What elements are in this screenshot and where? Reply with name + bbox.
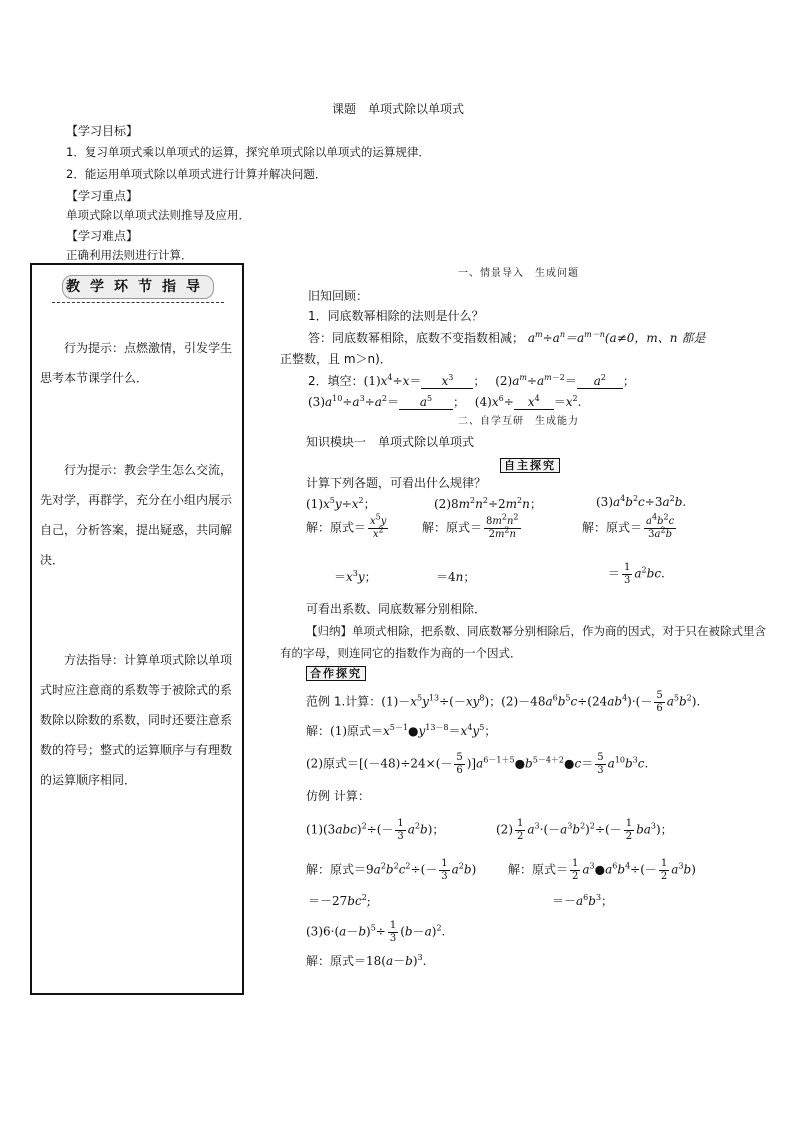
goal-item-2: 2．能运用单项式除以单项式进行计算并解决问题． [66, 167, 327, 181]
review-answer-1-cont: 正整数，且 m＞n)． [280, 352, 392, 366]
practice-2: (2) $\frac{1}{2}$ $a^3\cdot(-a^3b^2)^2\div(-$ $\frac{1}{2}$ $ba^3$)； [496, 818, 673, 842]
calc-prompt: 计算下列各题，可看出什么规律？ [306, 476, 487, 490]
coop-label [306, 662, 366, 681]
practice-result-2: $=-a^6b^3$； [552, 893, 614, 908]
formula-power-rule: $a^m\div a^n=a^{m-n}(a\ne 0$，m、n 都是 [527, 330, 706, 345]
fill-in-row-2: $(3)a^{10}\div a^3\div a^2= a^5$ ； $(4)x^6\div x^4 =x^2$. [308, 394, 582, 409]
practice-solution-3: 解：原式$=18(a-b)^3$. [306, 953, 427, 968]
answer-1-prefix: 答：同底数幂相除，底数不变指数相减； [308, 331, 525, 345]
goal-item-1: 1．复习单项式乘以单项式的运算，探究单项式除以单项式的运算规律． [66, 145, 430, 159]
guide-divider [52, 302, 224, 303]
practice-sol-label-2: 解：原式＝ [508, 862, 569, 877]
goals-heading: 【学习目标】 [66, 124, 139, 138]
review-question-1: 1．同底数幂相除的法则是什么？ [308, 309, 484, 323]
difficulty-text: 正确利用法则进行计算． [66, 248, 193, 262]
blank-3[interactable]: $a^5$ [399, 395, 453, 410]
solution-1: 解：原式＝ $\frac{x^5y}{x^2}$ [306, 512, 387, 540]
guide-tip-1: 行为提示：点燃激情，引发学生思考本节课学什么． [40, 341, 233, 385]
blank-2[interactable]: $a^2$ [577, 374, 623, 389]
practice-3: $(3)6\cdot(a-b)^5\div$ $\frac{1}{3}$ $(b-a)^2$. [306, 920, 446, 944]
result-2: ＝4n； [436, 570, 476, 584]
practice-result-1: $=-27bc^2$; [308, 893, 371, 908]
self-study-box: 自主探究 [500, 458, 560, 473]
example-solution-2: (2)原式＝[(－48)÷24×(－ $\frac{5}{6}$ )]$a^{6-1+5}●b^{5-4+2}●c=$ $\frac{5}{3}$ $a^{10}b^3c$. [306, 752, 649, 776]
section-1-heading: 一、情景导入 生成问题 [458, 268, 579, 279]
problem-2: $(2)8m^2n^2\div 2m^2n$； [434, 496, 542, 511]
self-study-label [500, 454, 560, 473]
sol-label-3: 解：原式＝ [582, 520, 643, 535]
fill-in-row-1: 2．填空：$(1)x^4\div x= x^3$ ； $(2)a^m\div a^{m-2}= a^2$ ； [308, 373, 635, 388]
focus-text: 单项式除以单项式法则推导及应用． [66, 208, 250, 222]
summary-rule: 【归纳】单项式相除，把系数、同底数幂分别相除后，作为商的因式，对于只在被除式里含有的字母，则连同它的指数作为商的一个因式． [280, 624, 766, 660]
example-solution-1: 解：(1)原式$=x^{5-1}●y^{13-8}=x^4y^5$； [306, 723, 497, 738]
solution-3: 解：原式＝ $\frac{a^4b^2c}{3a^2b}$ [582, 512, 675, 540]
solution-2: 解：原式＝ $\frac{8m^2n^2}{2m^2n}$ [422, 512, 519, 540]
teaching-guide-panel [30, 263, 244, 995]
focus-heading: 【学习重点】 [66, 189, 139, 203]
difficulty-heading: 【学习难点】 [66, 229, 139, 243]
guide-tip-3: 方法指导：计算单项式除以单项式时应注意商的系数等于被除式的系数除以除数的系数，同时还要注意系数的符号；整式的运算顺序与有理数的运算顺序相同． [40, 653, 233, 787]
fill-in-label: 2．填空： [308, 374, 364, 388]
blank-3-answer: a [419, 395, 428, 409]
practice-sol-label-3: 解：原式＝ [306, 954, 367, 968]
practice-solution-1: 解：原式$=9a^2b^2c^2\div(-$ $\frac{1}{3}$ $a^2b$) [306, 858, 477, 882]
practice-sol-label-1: 解：原式＝ [306, 862, 367, 877]
sol-label-1: 解：原式＝ [306, 520, 367, 535]
example-label: 范例 1.计算： [306, 694, 382, 709]
guide-title: 教学环节指导 [62, 275, 214, 299]
blank-4[interactable]: $x^4$ [514, 395, 554, 410]
result-1: $=x^3y$； [334, 569, 377, 584]
section-2-heading: 二、自学互研 生成能力 [458, 416, 579, 427]
knowledge-module: 知识模块一 单项式除以单项式 [306, 435, 475, 449]
review-heading: 旧知回顾： [308, 289, 369, 303]
sol-label-2: 解：原式＝ [422, 520, 483, 535]
practice-heading: 仿例 计算： [306, 789, 370, 803]
problem-3: $(3)a^4b^2c\div 3a^2b$. [596, 494, 687, 509]
example-1: 范例 1.计算：$(1)-x^5y^{13}\div(-xy^8)$；$(2)-48a^6b^5c\div(24ab^4)\cdot(-$ $\frac{5}{6}$ $a^5b^2$). [306, 690, 701, 714]
example-sol-label: 解： [306, 724, 331, 738]
page-title: 课题 单项式除以单项式 [332, 102, 465, 116]
observation: 可看出系数、同底数幂分别相除． [306, 602, 487, 616]
practice-solution-2: 解：原式＝ $\frac{1}{2}$ $a^3●a^6b^4\div(-$ $\frac{1}{2}$ $a^3b$) [508, 858, 696, 882]
blank-1-answer: x [441, 374, 449, 388]
practice-1: $(1)(3abc)^2\div(-$ $\frac{1}{3}$ $a^2b$)； [306, 818, 445, 842]
review-answer-1 [308, 329, 705, 346]
guide-tip-2: 行为提示：教会学生怎么交流，先对学，再群学，充分在小组内展示自己，分析答案，提出疑惑，共同解决． [40, 463, 233, 567]
problem-1: $(1)x^5y\div x^2$； [306, 496, 376, 511]
blank-2-answer: a [593, 374, 601, 388]
coop-box: 合作探究 [306, 666, 366, 681]
blank-1[interactable]: $x^3$ [421, 374, 473, 389]
result-3: ＝ $\frac{1}{3}$ $a^2bc$. [608, 562, 665, 586]
blank-4-answer: x [527, 395, 535, 409]
